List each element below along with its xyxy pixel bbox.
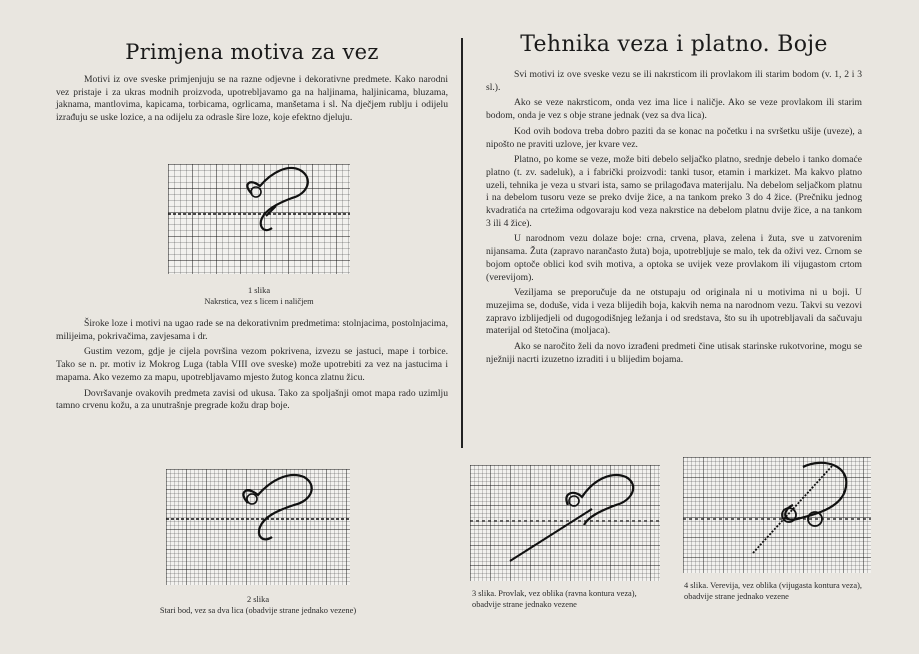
left-paragraph: Dovršavanje ovakovih predmeta zavisi od ukusa. Tako za spoljašnji omot mapa rado uzimlju tamno crvenu kožu, a za unutrašnje pregrade kožu drap boje. [56,387,448,412]
right-paragraph: Platno, po kome se veze, može biti debelo seljačko platno, srednje debelo i tanko domaće platno (t. zv. sadeluk), a i fabrički proizvodi: tanki tusor, etamin i markizet. Ma kakvo platno uzeli, tehnika je veza u stvari ista, samo se prilagođava materijalu. Na debelom seljačkom platnu i na debelom tusoru veze se preko dvije žice, a na tankom preko 3 do 4 žice. (Prečniku jednog kvadratića na crtežima odgovaraju kod veza nakrstice na debelom platnu dvije žice, a na tankom 3 ili 4 žice). [486,154,862,229]
left-paragraph: Motivi iz ove sveske primjenjuju se na razne odjevne i dekorativne predmete. Kako narodni vez pristaje i za ukras modnih proizvoda, upotrebljavamo ga na haljinama, haljinicama, bluzama, jaknama, mantlovima, kapicama, torbicama, ogrlicama, manšetama i sl. Na dječjem rublju i odijelu izrađuju se uske lozice, a na odijelu za odrasle šire loze, koje efektno djeluju. [56,74,448,124]
figure-3-caption [472,588,664,610]
grid-diagram-2 [166,469,350,585]
right-column-title: Tehnika veza i platno. Boje [520,32,828,57]
figure-3-provlak [470,465,660,581]
figure-1-number: 1 slika [247,286,271,295]
column-divider [461,38,463,448]
figure-2-caption [98,594,418,616]
grid-diagram-3 [470,465,660,581]
left-column [56,40,448,128]
grid-diagram-4 [683,457,871,573]
figure-3-number: 3 slika. [472,589,497,598]
figure-1-cross-stitch [168,164,350,274]
left-column-lower [56,318,448,416]
right-paragraph: Ako se naročito želi da novo izrađeni predmeti čine utisak starinske rukotvorine, mogu se nježniji nacrti izuzetno izraditi i u blijedim bojama. [486,341,862,365]
figure-2-number: 2 slika [246,595,270,604]
left-paragraph: Gustim vezom, gdje je cijela površina vezom pokrivena, izvezu se jastuci, mape i torbice. Tako se n. pr. motiv iz Mokrog Luga (tabla VIII ove sveske) može upotrebiti za vez na jastucima i mapama. Ako vezemo za mapu, upotrebljavamo mjesto žutog konca zlatnu žicu. [56,346,448,383]
right-paragraph: U narodnom vezu dolaze boje: crna, crvena, plava, zelena i žuta, sve u zatvorenim nijansama. Žuta (zapravo narančasto žuta) boja, upotrebljuje se malo, tek da oživi vez. Crnom se bojom optoče oblici kod svih motiva, a optoka se uvijek veze provlakom ili vijugastom crtom (verevijom). [486,233,862,283]
figure-2-text: Stari bod, vez sa dva lica (obadvije strane jednako vezene) [159,606,357,615]
figure-1-text: Nakrstica, vez s licem i naličjem [204,297,314,306]
right-paragraph: Ako se veze nakrsticom, onda vez ima lice i naličje. Ako se veze provlakom ili starim bodom, onda je vez s obje strane jednak (vez sa dva lica). [486,97,862,122]
left-paragraph: Široke loze i motivi na ugao rade se na dekorativnim predmetima: stolnjacima, postolnjacima, milijeima, pokrivačima, zavjesama i dr. [56,318,448,342]
right-paragraph: Svi motivi iz ove sveske vezu se ili nakrsticom ili provlakom ili starim bodom (v. 1, 2 i 3 sl.). [486,69,862,93]
figure-4-number: 4 slika. [684,581,709,590]
figure-2-stari-bod [166,469,350,585]
right-paragraph: Kod ovih bodova treba dobro paziti da se konac na početku i na svršetku ušije (uveze), a nipošto ne praviti uzlove, jer kvare vez. [486,125,862,150]
figure-1-caption [168,285,350,307]
grid-diagram-1 [168,164,350,274]
figure-4-verevija [683,457,871,573]
figure-4-text: Verevija, vez oblika (vijugasta kontura veza), obadvije strane jednako vezene [684,581,863,601]
left-column-title: Primjena motiva za vez [125,40,379,64]
right-paragraph: Veziljama se preporučuje da ne otstupaju od originala ni u motivima ni u boji. U muzejima se, doduše, vida i veza blijedih boja, kakvih nema na narodnom vezu. Takvi su vezovi zapravo izblijedjeli od dugogodišnjeg ležanja i od sredstava, što su ih upotrebljavali da sačuvaju materijal od štetočina (moljaca). [486,287,862,337]
figure-4-caption [684,580,874,602]
figure-3-text: Provlak, vez oblika (ravna kontura veza), obadvije strane jednako vezene [472,589,637,609]
right-column [486,32,862,369]
